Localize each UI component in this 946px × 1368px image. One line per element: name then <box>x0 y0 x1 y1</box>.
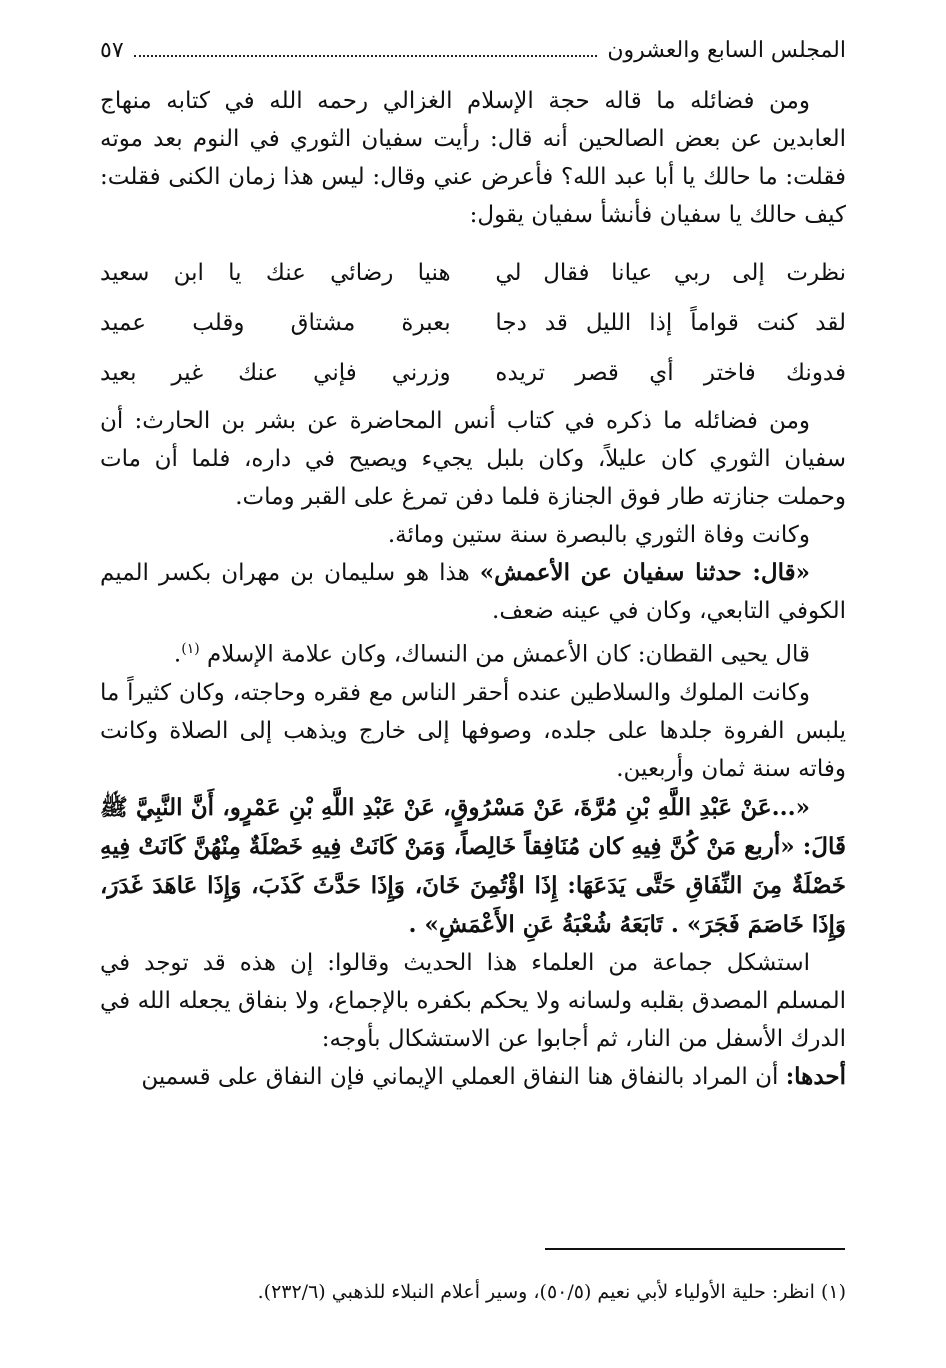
paragraph-text: قال يحيى القطان: كان الأعمش من النساك، وكان علامة الإسلام <box>199 641 810 668</box>
verse-second-hemistich: وزرني فإني عنك غير بعيد <box>100 360 451 386</box>
paragraph: ومن فضائله ما قاله حجة الإسلام الغزالي رحمه الله في كتابه منهاج العابدين عن بعض الصالحين أنه قال: رأيت سفيان الثوري في النوم بعد موته فقلت: ما حالك يا أبا عبد الله؟ فأعرض عني وقال: ليس هذا زمان الكنى فقلت: كيف حالك يا سفيان فأنشأ سفيان يقول: <box>100 88 846 228</box>
paragraph-text: أن المراد بالنفاق هنا النفاق العملي الإيماني فإن النفاق على قسمين <box>141 1063 786 1090</box>
footnote-reference[interactable]: (١) <box>181 641 200 657</box>
poem <box>100 248 846 398</box>
chapter-title: المجلس السابع والعشرون <box>607 38 846 63</box>
poem-verse <box>100 298 846 348</box>
paragraph: ومن فضائله ما ذكره في كتاب أنس المحاضرة عن بشر بن الحارث: أن سفيان الثوري كان عليلاً، وكان بلبل يجيء ويصيح في داره، فلما أن مات وحملت جنازته طار فوق الجنازة فلما دفن تمرغ على القبر ومات. <box>100 408 846 510</box>
poem-verse <box>100 348 846 398</box>
hadith-text: «...عَنْ عَبْدِ اللَّهِ بْنِ مُرَّةَ، عَنْ مَسْرُوقٍ، عَنْ عَبْدِ اللَّهِ بْنِ عَمْرٍو، أَنَّ النَّبِيَّ ﷺ قَالَ: «أربع مَنْ كُنَّ فِيهِ كان مُنَافِقاً خَالِصاً، وَمَنْ كَانَتْ فِيهِ خَصْلَةٌ مِنْهُنَّ كَانَتْ فِيهِ خَصْلَةٌ مِنَ النِّفَاقِ حَتَّى يَدَعَهَا: إِذَا اؤْتُمِنَ خَانَ، وَإِذَا حَدَّثَ كَذَبَ، وَإِذَا عَاهَدَ غَدَرَ، وَإِذَا خَاصَمَ فَجَرَ» . تَابَعَهُ شُعْبَةُ عَنِ الأَعْمَشِ» . <box>100 793 846 938</box>
quoted-phrase: «قال: حدثنا سفيان عن الأعمش» <box>479 559 810 586</box>
header-dot-leader <box>134 55 598 57</box>
paragraph: استشكل جماعة من العلماء هذا الحديث وقالوا: إن هذه قد توجد في المسلم المصدق بقلبه ولسانه ولا يحكم بكفره بالإجماع، ولا بنفاق يجعله الله في الدرك الأسفل من النار، ثم أجابوا عن الاستشكال بأوجه: <box>100 949 846 1052</box>
page-number: ٥٧ <box>100 38 124 63</box>
paragraph <box>100 630 846 674</box>
paragraph: وكانت الملوك والسلاطين عنده أحقر الناس مع فقره وحاجته، وكان كثيراً ما يلبس الفروة جلدها على جلده، وصوفها إلى خارج ويذهب إلى الصلاة وكانت وفاته سنة ثمان وأربعين. <box>100 679 846 782</box>
footnote: (١) انظر: حلية الأولياء لأبي نعيم (٥٠/٥)، وسير أعلام النبلاء للذهبي (٢٣٢/٦). <box>257 1281 846 1303</box>
verse-first-hemistich: نظرت إلى ربي عيانا فقال لي <box>495 260 846 286</box>
paragraph-end: . <box>173 641 182 668</box>
paragraph-text: هذا هو سليمان بن مهران بكسر الميم الكوفي التابعي، وكان في عينه ضعف. <box>100 560 846 624</box>
main-text <box>100 82 846 1096</box>
poem-verse <box>100 248 846 298</box>
paragraph <box>100 554 846 630</box>
paragraph: وكانت وفاة الثوري بالبصرة سنة ستين ومائة. <box>387 522 810 548</box>
verse-first-hemistich: فدونك فاختر أي قصر تريده <box>495 360 846 386</box>
verse-second-hemistich: هنيا رضائي عنك يا ابن سعيد <box>100 260 451 286</box>
footnote-separator <box>545 1248 845 1250</box>
verse-first-hemistich: لقد كنت قواماً إذا الليل قد دجا <box>495 310 846 336</box>
paragraph <box>100 1058 846 1096</box>
verse-second-hemistich: بعبرة مشتاق وقلب عميد <box>100 310 451 336</box>
point-label: أحدها: <box>785 1062 846 1090</box>
running-header <box>100 38 846 80</box>
